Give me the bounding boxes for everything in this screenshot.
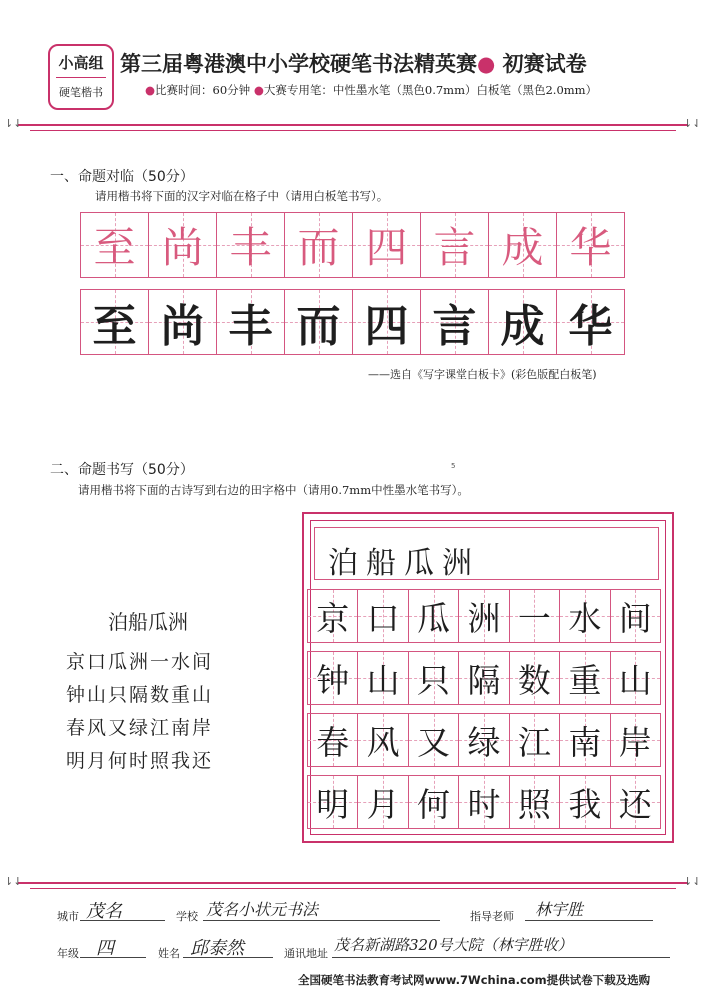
teacher-value: 林宇胜: [535, 900, 584, 919]
handwritten-cell-char: 只: [417, 660, 451, 700]
model-cell-char: 四: [365, 223, 408, 272]
handwritten-cell-char: 何: [417, 784, 451, 824]
badge-style-label: 硬笔楷书: [59, 86, 103, 99]
handwritten-cell-char: 又: [417, 722, 451, 762]
handwritten-cell: [308, 776, 358, 828]
cut-mark-icon: ⇂⇃: [4, 875, 23, 888]
exam-title-suffix: 初赛试卷: [502, 52, 587, 76]
written-cell-char: 丰: [228, 301, 273, 352]
exam-pens: 大赛专用笔：中性墨水笔（黑色0.7mm）白板笔（黑色2.0mm）: [263, 83, 598, 97]
handwritten-cell: [308, 652, 358, 704]
handwritten-cell-char: 风: [366, 722, 400, 762]
school-label: 学校: [176, 910, 198, 923]
poem-line: 钟山只隔数重山: [66, 684, 214, 706]
handwritten-cell-char: 南: [568, 722, 602, 762]
grade-label: 年级: [57, 947, 79, 960]
section1-heading: 一、命题对临（50分）: [50, 169, 194, 185]
meta-dot: ●: [145, 83, 156, 97]
handwritten-cell-char: 还: [618, 784, 652, 824]
section2-heading: 二、命题书写（50分）: [50, 462, 194, 478]
handwritten-cell-char: 间: [618, 598, 652, 638]
handwritten-cell-char: 春: [316, 722, 350, 762]
handwritten-cell: [510, 776, 560, 828]
handwritten-cell-char: 水: [568, 598, 602, 638]
written-cell-char: 尚: [160, 301, 205, 352]
written-character-grid: [80, 289, 625, 355]
written-cell-char: 华: [568, 301, 613, 352]
model-cell-char: 丰: [229, 223, 272, 272]
city-label: 城市: [57, 910, 79, 923]
handwritten-cell-char: 重: [568, 660, 602, 700]
handwritten-cell: [459, 776, 509, 828]
handwritten-cell: [409, 590, 459, 642]
model-cell: [217, 213, 285, 277]
exam-title: [120, 48, 587, 78]
handwritten-cell: [409, 714, 459, 766]
poem-line: 春风又绿江南岸: [66, 717, 214, 739]
group-badge: [48, 44, 114, 110]
handwritten-cell-char: 钟: [316, 660, 350, 700]
handwritten-cell-char: 洲: [467, 598, 501, 638]
grade-field: [80, 957, 146, 958]
teacher-label: 指导老师: [470, 910, 514, 923]
written-cell-char: 至: [92, 301, 137, 352]
handwritten-cell: [611, 652, 660, 704]
handwritten-cell: [358, 776, 408, 828]
handwritten-cell-char: 明: [316, 784, 350, 824]
handwritten-cell: [308, 590, 358, 642]
handwritten-cell-char: 山: [366, 660, 400, 700]
handwritten-cell: [611, 590, 660, 642]
model-cell: [149, 213, 217, 277]
handwritten-row: [307, 651, 661, 705]
model-cell-char: 成: [501, 223, 544, 272]
school-field: [203, 920, 440, 921]
written-cell: [489, 290, 557, 354]
handwritten-cell-char: 山: [618, 660, 652, 700]
exam-title-main: 第三届粤港澳中小学校硬笔书法精英赛: [120, 52, 477, 76]
handwritten-cell-char: 照: [517, 784, 551, 824]
written-cell-char: 而: [296, 301, 341, 352]
handwritten-cell-char: 岸: [618, 722, 652, 762]
handwritten-cell: [459, 590, 509, 642]
poem-title: 泊船瓜洲: [108, 610, 188, 634]
written-cell: [557, 290, 624, 354]
handwritten-cell-char: 绿: [467, 722, 501, 762]
handwritten-cell-char: 瓜: [417, 598, 451, 638]
handwritten-cell: [510, 714, 560, 766]
handwritten-cell: [510, 652, 560, 704]
handwritten-cell: [560, 714, 610, 766]
handwritten-title: 泊船瓜洲: [328, 546, 480, 581]
source-citation: ——选自《写字课堂白板卡》(彩色版配白板笔): [368, 368, 597, 381]
poem-line: 明月何时照我还: [66, 750, 214, 772]
written-cell: [149, 290, 217, 354]
header-rule-thin: [30, 130, 676, 131]
model-character-grid: [80, 212, 625, 278]
written-cell: [421, 290, 489, 354]
model-cell-char: 言: [433, 223, 476, 272]
handwritten-cell-char: 京: [316, 598, 350, 638]
teacher-field: [525, 920, 653, 921]
footer-rule: [18, 882, 688, 884]
written-cell-char: 成: [500, 301, 545, 352]
handwritten-cell-char: 江: [517, 722, 551, 762]
name-value: 邱泰然: [190, 938, 244, 959]
name-label: 姓名: [158, 947, 180, 960]
handwritten-cell: [409, 776, 459, 828]
model-cell-char: 至: [93, 223, 136, 272]
handwritten-cell-char: 口: [366, 598, 400, 638]
cut-mark-icon: ⇂⇃: [4, 117, 23, 130]
handwritten-cell: [510, 590, 560, 642]
city-value: 茂名: [86, 901, 122, 922]
model-cell-char: 而: [297, 223, 340, 272]
handwritten-cell: [358, 590, 408, 642]
model-cell: [81, 213, 149, 277]
model-cell: [489, 213, 557, 277]
model-cell: [421, 213, 489, 277]
handwritten-cell-char: 我: [568, 784, 602, 824]
handwritten-cell-char: 时: [467, 784, 501, 824]
section2-instructions: 请用楷书将下面的古诗写到右边的田字格中（请用0.7mm中性墨水笔书写）。: [78, 483, 469, 497]
grade-value: 四: [96, 938, 114, 959]
address-value: 茂名新湖路320号大院（林宇胜收）: [334, 936, 573, 954]
handwritten-cell: [358, 652, 408, 704]
handwritten-cell: [611, 776, 660, 828]
handwritten-row: [307, 589, 661, 643]
written-cell: [81, 290, 149, 354]
model-cell: [353, 213, 421, 277]
handwritten-cell: [358, 714, 408, 766]
written-cell: [217, 290, 285, 354]
handwritten-cell-char: 一: [517, 598, 551, 638]
handwritten-cell-char: 隔: [467, 660, 501, 700]
handwritten-cell: [409, 652, 459, 704]
handwritten-cell-char: 月: [366, 784, 400, 824]
city-field: [80, 920, 165, 921]
poem-line: 京口瓜洲一水间: [66, 651, 214, 673]
exam-time: 比赛时间：60分钟: [155, 83, 251, 97]
meta-dot: ●: [253, 83, 264, 97]
exam-meta: [145, 82, 597, 98]
handwritten-cell: [308, 714, 358, 766]
title-dot: ●: [477, 52, 496, 76]
handwritten-row: [307, 775, 661, 829]
badge-group-label: 小高组: [58, 54, 104, 72]
handwritten-cell: [459, 714, 509, 766]
page-number: 5: [451, 462, 456, 470]
header-rule: [18, 124, 688, 126]
handwritten-cell: [560, 590, 610, 642]
handwritten-cell: [459, 652, 509, 704]
handwritten-cell: [560, 776, 610, 828]
section1-instructions: 请用楷书将下面的汉字对临在格子中（请用白板笔书写）。: [95, 189, 389, 203]
cut-mark-icon: ⇂⇃: [683, 117, 702, 130]
handwritten-cell: [560, 652, 610, 704]
footer-rule-thin: [30, 888, 676, 889]
model-cell-char: 华: [569, 223, 612, 272]
school-value: 茂名小状元书法: [206, 900, 319, 919]
written-cell: [285, 290, 353, 354]
name-field: [183, 957, 273, 958]
address-field: [332, 957, 670, 958]
handwritten-row: [307, 713, 661, 767]
model-cell: [285, 213, 353, 277]
cut-mark-icon: ⇂⇃: [683, 875, 702, 888]
address-label: 通讯地址: [284, 947, 328, 960]
model-cell-char: 尚: [161, 223, 204, 272]
model-cell: [557, 213, 624, 277]
handwritten-cell-char: 数: [517, 660, 551, 700]
badge-divider: [56, 77, 106, 78]
written-cell-char: 言: [432, 301, 477, 352]
written-cell-char: 四: [364, 301, 409, 352]
footer-note: 全国硬笔书法教育考试网www.7Wchina.com提供试卷下载及选购: [298, 973, 651, 987]
handwritten-cell: [611, 714, 660, 766]
written-cell: [353, 290, 421, 354]
